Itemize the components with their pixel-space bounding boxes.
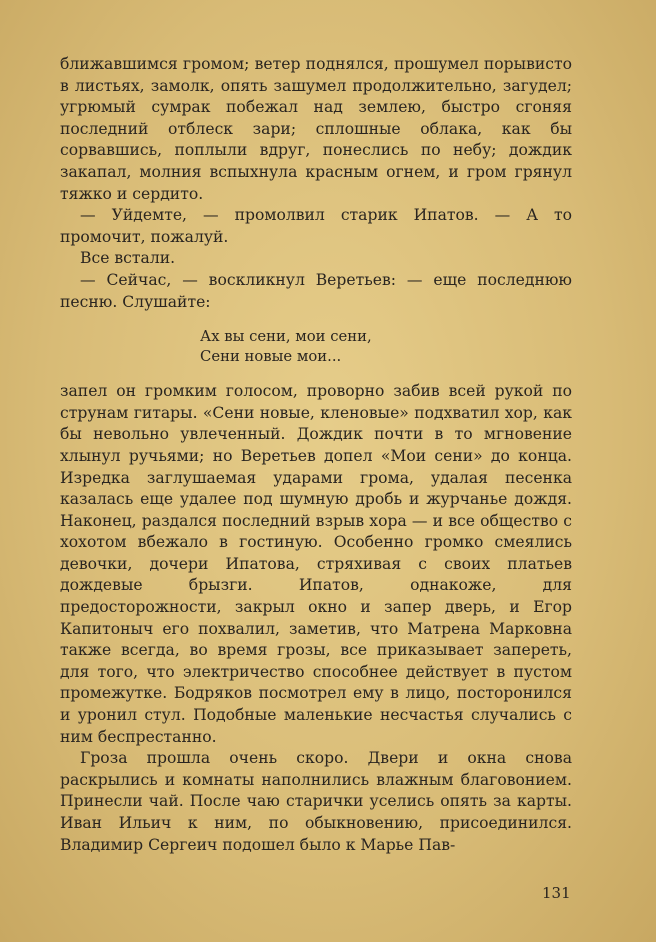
- paragraph-storm: ближавшимся громом; ветер поднялся, прошумел порывисто в листьях, замолк, опять зашумел продолжительно, загудел; угрюмый сумрак побежал над землею, быстро сгоняя последний отблеск зари; сплошные облака, как бы сорвавшись, поплыли вдруг, понеслись по небу; дождик закапал, молния вспыхнула красным огнем, и гром грянул тяжко и сердито.: [60, 55, 572, 203]
- page-text: [60, 54, 572, 856]
- page-number: 131: [542, 884, 571, 902]
- song-verse: [200, 327, 572, 367]
- paragraph-veretyev: — Сейчас, — воскликнул Веретьев: — еще последнюю песню. Слушайте:: [60, 270, 572, 311]
- verse-line: Ах вы сени, мои сени,: [200, 328, 372, 346]
- paragraph-all-stood: Все встали.: [80, 249, 176, 268]
- verse-line: Сени новые мои...: [200, 348, 342, 366]
- paragraph-storm-passed: Гроза прошла очень скоро. Двери и окна снова раскрылись и комнаты наполнились влажным благовонием. Принесли чай. После чаю старички уселись опять за карты. Иван Ильич к ним, по обыкновению, присоединился. Владимир Сергеич подошел было к Марье Пав-: [60, 749, 572, 854]
- paragraph-sang: запел он громким голосом, проворно забив всей рукой по струнам гитары. «Сени новые, кленовые» подхватил хор, как бы невольно увлеченный. Дождик почти в то мгновение хлынул ручьями; но Веретьев допел «Мои сени» до конца. Изредка заглушаемая ударами грома, удалая песенка казалась еще удалее под шумную дробь и журчанье дождя. Наконец, раздался последний взрыв хора — и все общество с хохотом вбежало в гостиную. Особенно громко смеялись девочки, дочери Ипатова, стряхивая с своих платьев дождевые брызги. Ипатов, однакоже, для предосторожности, закрыл окно и запер дверь, и Егор Капитоныч его похвалил, заметив, что Матрена Марковна также всегда, во время грозы, все приказывает запереть, для того, что электричество способнее действует в пустом промежутке. Бодряков посмотрел ему в лицо, посторонился и уронил стул. Подобные маленькие несчастья случались с ним беспрестанно.: [60, 382, 572, 746]
- paragraph-ipatov: — Уйдемте, — промолвил старик Ипатов. — А то промочит, пожалуй.: [60, 206, 572, 246]
